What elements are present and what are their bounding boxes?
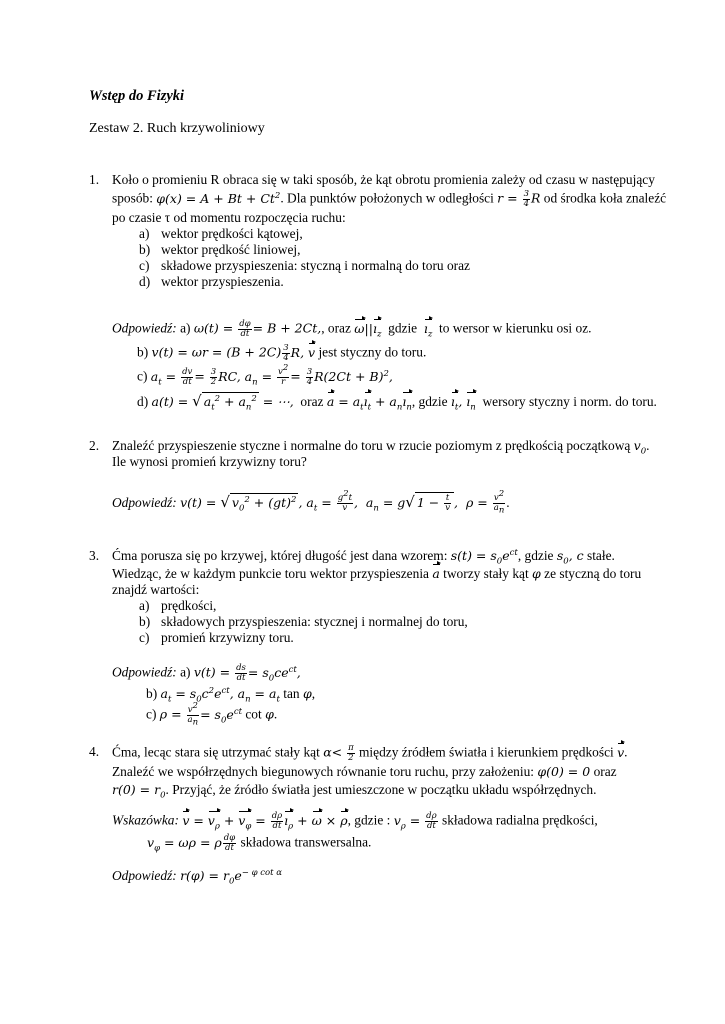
list-marker: a) (139, 226, 150, 241)
problem-4-line-1: Ćma, lecąc stara się utrzymać stały kąt α< $\frac{\pi}{2}$ między źródłem światła i kierunkiem prędkości v. (112, 743, 628, 763)
problem-4-text: między źródłem światła i kierunkiem prędkości (355, 744, 618, 760)
problem-1-text: . Dla punktów położonych w odległości (280, 190, 498, 206)
problem-3-answer-c: c) ρ = $\frac{v^2}{a_n}$ = $s_0e^{ct}$ cot φ. (146, 701, 278, 728)
problem-1-answer-b: b) v(t) = ωr = (B + 2C) $\frac{3}{4}$ R, v jest styczny do toru. (137, 343, 427, 363)
answer-text: , gdzie (411, 394, 448, 409)
answer-label: Odpowiedź: (112, 868, 177, 883)
problem-4-text: . Przyjąć, że źródło światła jest umieszczone w początku układu współrzędnych. (165, 782, 597, 797)
formula-omega: ω(t) = (193, 320, 238, 336)
fraction-ds-dt: $\frac{ds}{dt}$ (236, 663, 246, 683)
formula-alpha: α< (323, 744, 347, 760)
formula-v0: $v_0$ (633, 438, 647, 457)
problem-3-number: 3. (89, 548, 100, 563)
formula-it-in: $ı_t$, $ı_n$ (450, 394, 476, 413)
list-item: wektor prędkość liniowej, (161, 242, 301, 257)
list-marker: a) (139, 598, 150, 613)
formula-vrho: $v_\rho$ = (393, 812, 425, 832)
problem-4-answer (112, 867, 283, 887)
formula-vR: R, v (290, 344, 316, 360)
list-item: składowych przyspieszenia: stycznej i normalnej do toru, (161, 614, 468, 629)
formula-phi: φ (532, 566, 541, 581)
problem-4-hint-1 (112, 812, 598, 831)
problem-3-line-2 (112, 566, 641, 582)
answer-text: gdzie (388, 320, 418, 336)
formula-at-an: $a_t = s_0c^2e^{ct}$, $a_n = a_t$ (160, 685, 280, 705)
formula-avec: $a = a_tı_t$ + $a_nı_n$ (326, 394, 412, 413)
hint-label: Wskazówka: (112, 812, 179, 828)
problem-2-number: 2. (89, 438, 100, 453)
fraction-pi-2: $\frac{\pi}{2}$ (348, 743, 354, 763)
problem-1-answer-d: d) a(t) = √ $a_t^2 + a_n^2$ = ⋯, oraz $a = a_tı_t$ + $a_nı_n$, gdzie $ı_t$, $ı_n$ wersory styczny i norm. do toru. (137, 392, 657, 413)
formula-RC: RC, $a_n$ = (218, 368, 277, 388)
problem-1-line-1: Koło o promieniu R obraca się w taki sposób, że kąt obrotu promienia zależy od czasu w następujący (112, 172, 655, 187)
problem-3-text: , gdzie (517, 548, 557, 563)
answer-text: to wersor w kierunku osi oz. (439, 320, 592, 336)
problem-2-text: Znaleźć przyspieszenie styczne i normalne do toru w rzucie poziomym z prędkością początkową (112, 438, 631, 453)
problem-2-answer: Odpowiedź: v(t) = √ $v_0^2 + (gt)^2$ , $a_t$ = $\frac{g^2t}{v}$ , $a_n = g√$ 1 − $\frac{t}{v}$ , ρ = $\frac{v^2}{a_n}$ . (112, 489, 510, 517)
fraction-dphi-dt: $\frac{d\varphi}{dt}$ (223, 833, 236, 853)
formula-iz: $ı_z$ (423, 320, 433, 340)
list-marker: c) (139, 630, 150, 645)
problem-1-number: 1. (89, 172, 100, 187)
formula-vphi: $v_\varphi = \omega\rho = \rho$ (147, 834, 222, 854)
fraction-3-4: $\frac{3}{4}$ (523, 189, 529, 209)
hint-text: składowa transwersalna. (240, 834, 372, 850)
problem-2-line-2: Ile wynosi promień krzywizny toru? (112, 454, 307, 469)
problem-3-text: stałe. (583, 548, 615, 563)
problem-4-hint-2 (147, 834, 371, 853)
formula-at: $a_t$ = (150, 368, 181, 388)
answer-text: oraz (300, 394, 324, 409)
list-item: prędkości, (161, 598, 217, 613)
fraction-3-4: $\frac{3}{4}$ (283, 343, 289, 363)
list-marker: c) (139, 258, 150, 273)
problem-1-line-3: po czasie τ od momentu rozpoczęcia ruchu: (112, 210, 346, 225)
formula-eq: = (194, 368, 209, 384)
formula-vt-rhs: = $s_0ce^{ct}$, (247, 664, 301, 684)
formula-an: , $a_n = g√$ 1 − $\frac{t}{v}$ , ρ = (353, 493, 492, 514)
problem-2-line-1: Znaleźć przyspieszenie styczne i normalne do toru w rzucie poziomym z prędkością początkową $v_0$. (112, 438, 650, 457)
problem-1-answer-c: c) $a_t$ = $\frac{dv}{dt}$ = $\frac{3}{2}$ RC, $a_n$ = $\frac{v^2}{r}$ = $\frac{3}{4}$ $R(2Ct + B)^2$, (137, 363, 393, 388)
problem-4-line-3 (112, 782, 597, 801)
formula-rho: ρ = (159, 706, 186, 722)
document-title: Wstęp do Fizyki (89, 88, 185, 104)
formula-phi0: φ(0) = 0 (537, 764, 591, 779)
problem-1-text: sposób: (112, 190, 157, 206)
list-item: wektor przyspieszenia. (161, 274, 284, 289)
list-marker: b) (139, 242, 151, 257)
problem-1-text: od środka koła znaleźć (540, 190, 667, 206)
problem-3-answer-b: b) $a_t = s_0c^2e^{ct}$, $a_n = a_t$ tan φ, (146, 685, 316, 705)
formula-vt: v(t) = √ $v_0^2 + (gt)^2$ , $a_t$ = (180, 493, 336, 514)
problem-3-answer-a: Odpowiedź: a) v(t) = $\frac{ds}{dt}$ = $s_0ce^{ct}$, (112, 663, 301, 684)
fraction-g2t-v: $\frac{g^2t}{v}$ (337, 489, 352, 514)
answer-label: Odpowiedź: (112, 495, 177, 510)
list-marker: b) (139, 614, 151, 629)
formula-omega-parallel: $\omega||ı_z$ (354, 320, 382, 340)
list-item: składowe przyspieszenia: styczną i normalną do toru oraz (161, 258, 470, 273)
formula-vt: v(t) = (193, 664, 235, 680)
formula-st: $s(t) = s_0e^{ct}$ (450, 547, 518, 567)
hint-text: składowa radialna prędkości, (441, 812, 598, 828)
problem-4-text: oraz (590, 764, 617, 779)
document-subtitle: Zestaw 2. Ruch krzywoliniowy (89, 121, 265, 136)
problem-1-line-2 (112, 190, 666, 209)
formula-rphi: $r(\varphi) = r_0e^{- \varphi cot \alpha}$ (180, 867, 283, 887)
formula-R: R (531, 190, 541, 206)
answer-text: wersory styczny i norm. do toru. (482, 394, 657, 409)
formula-phi: $\varphi(x) = A + Bt + Ct^2$ (156, 190, 281, 206)
formula-vsum: $v = v_\rho + v_\varphi$ = (182, 812, 270, 832)
formula-omega-rhs: = B + 2Ct, (252, 320, 322, 336)
formula-r0: $r(0) = r_0$ (112, 782, 166, 801)
fraction-drho-dt: $\frac{d\rho}{dt}$ (271, 811, 283, 831)
formula-avec: a (432, 566, 440, 581)
hint-text: , gdzie : (347, 812, 394, 828)
problem-4-line-2 (112, 764, 617, 780)
problem-4-number: 4. (89, 744, 100, 759)
problem-4-text: Znaleźć we współrzędnych biegunowych równanie toru ruchu, przy założeniu: (112, 764, 538, 779)
list-marker: d) (139, 274, 151, 289)
fraction-v2-an: $\frac{v^2}{a_n}$ (493, 489, 505, 517)
answer-text: , oraz (321, 320, 355, 336)
fraction-v2-r: $\frac{v^2}{r}$ (278, 363, 289, 387)
fraction-3-4: $\frac{3}{4}$ (306, 367, 313, 387)
formula-s0c: $s_0$, c (556, 548, 584, 567)
formula-r: r = (497, 190, 522, 206)
list-item: wektor prędkości kątowej, (161, 226, 303, 241)
problem-4-text: Ćma, lecąc stara się utrzymać stały kąt (112, 744, 324, 760)
fraction-dv-dt: $\frac{dv}{dt}$ (182, 367, 193, 387)
list-item: promień krzywizny toru. (161, 630, 294, 645)
formula-vsum-rhs: $ı_\rho + \omega \times \rho$ (284, 812, 348, 832)
formula-a: a(t) = √ $a_t^2 + a_n^2$ = ⋯, (151, 392, 294, 413)
fraction-v2-an: $\frac{v^2}{a_n}$ (187, 701, 199, 728)
formula-vvec: v (617, 744, 625, 760)
problem-3-line-1 (112, 547, 615, 567)
problem-3-text: Wiedząc, że w każdym punkcie toru wektor przyspieszenia (112, 566, 433, 581)
answer-text: jest styczny do toru. (318, 344, 427, 360)
answer-label: Odpowiedź: (112, 664, 177, 680)
problem-3-text: ze styczną do toru (540, 566, 642, 581)
formula-an: $R(2Ct + B)^2$, (314, 368, 393, 384)
fraction-drho-dt: $\frac{d\rho}{dt}$ (426, 811, 437, 831)
formula-eq: = (290, 368, 305, 384)
problem-3-text: Ćma porusza się po krzywej, której długość jest dana wzorem: (112, 548, 451, 563)
problem-1-answer-a: Odpowiedź: a) ω(t) = $\frac{d\varphi}{dt}$ = B + 2Ct,, oraz $\omega||ı_z$ gdzie $ı_z$ to wersor w kierunku osi oz. (112, 319, 592, 340)
problem-3-line-3: znajdź wartości: (112, 582, 200, 597)
answer-label: Odpowiedź: (112, 320, 177, 336)
formula-rho-rhs: = $s_0e^{ct}$ (200, 706, 242, 726)
formula-v: v(t) = ωr = (B + 2C) (151, 344, 282, 360)
problem-3-text: tworzy stały kąt (439, 566, 533, 581)
fraction-dphi-dt: $\frac{d\varphi}{dt}$ (239, 319, 251, 339)
fraction-3-2: $\frac{3}{2}$ (210, 367, 217, 387)
